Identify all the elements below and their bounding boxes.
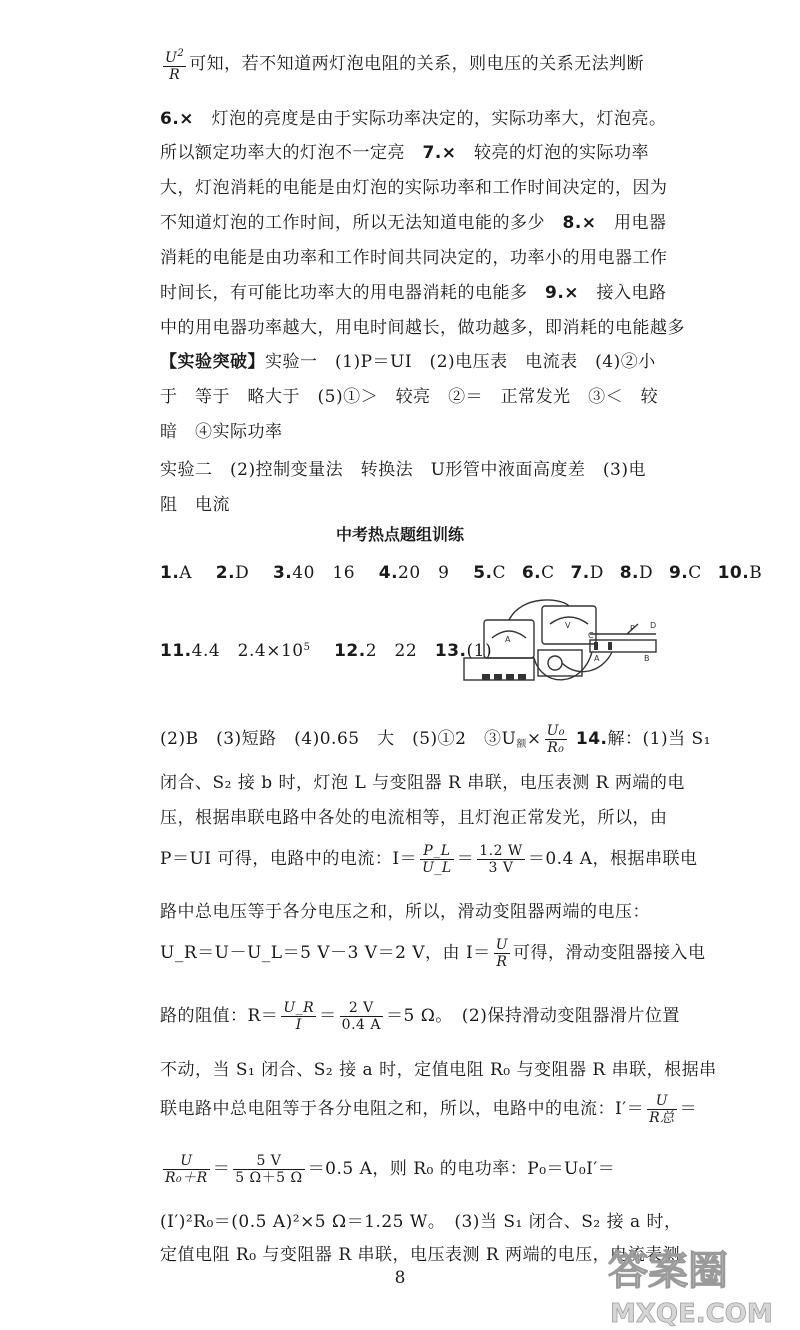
- wire: [562, 652, 612, 672]
- solution-line-4: [160, 843, 698, 876]
- fraction: $\frac{1.2 W}{3 V}$: [479, 843, 523, 876]
- fraction: $\frac{U}{R}$: [495, 937, 508, 970]
- fraction-u2-r: $\frac{U^2}{R}$: [165, 48, 185, 83]
- watermark-url: MXQE.COM: [610, 1299, 773, 1329]
- text-line-11: 暗 ④实际功率: [160, 422, 283, 442]
- item-number: 7.×: [422, 143, 457, 163]
- solution-line-7: 路的阻值：R＝ $\frac{U\_R}{I}$ ＝ $\frac{2 V}{0.4 A}$ ＝5 Ω。 (2)保持滑动变阻器滑片位置: [160, 1000, 680, 1033]
- answer-value: C: [541, 563, 555, 583]
- answer-value: D: [589, 563, 604, 583]
- text-line-13: 阻 电流: [160, 495, 230, 515]
- text-line-1: [160, 46, 660, 83]
- text-line-2: [160, 104, 667, 129]
- watermark-title: 答案圈: [608, 1248, 728, 1294]
- fraction: $\frac{2 V}{0.4 A}$: [341, 1000, 381, 1033]
- answer-value: 4.4 2.4×10: [191, 641, 304, 661]
- answer-value: 2 22: [365, 641, 418, 661]
- answer-value: (1): [466, 641, 493, 661]
- lamp: [548, 656, 562, 670]
- answer-value: D: [639, 563, 654, 583]
- page-number: 8: [394, 1268, 406, 1288]
- text-line-5: [160, 208, 667, 233]
- line-7a-text: 时间长，有可能比功率大的用电器消耗的电能多: [160, 283, 528, 303]
- solution-line-6: [160, 937, 706, 970]
- circuit-figure: [462, 598, 662, 693]
- text-line-4: 大，灯泡消耗的电能是由灯泡的实际功率和工作时间决定的，因为: [160, 178, 668, 198]
- line-5b-text: 用电器: [614, 213, 667, 233]
- text-line-3: [160, 138, 660, 163]
- text-line-12: 实验二 (2)控制变量法 转换法 U形管中液面高度差 (3)电: [160, 460, 646, 480]
- figure-label: V: [565, 621, 571, 630]
- answer-number: 5.: [473, 563, 493, 583]
- fraction: $\frac{U\_R}{I}$: [283, 1000, 315, 1033]
- equals: ＝: [679, 1099, 698, 1119]
- line-3b-text: 较亮的灯泡的实际功率: [474, 143, 650, 163]
- answer-number: 9.: [668, 563, 689, 583]
- solution-line-11: (I′)²R₀＝(0.5 A)²×5 Ω＝1.25 W。 (3)当 S₁ 闭合、S₂ 接 a 时，: [160, 1212, 682, 1232]
- solution-10b-text: ＝0.5 A，则 R₀ 的电功率：P₀＝U₀I′＝: [307, 1159, 616, 1179]
- solution-1a-text: (2)B (3)短路 (4)0.65 大 (5)①2 ③U: [160, 729, 517, 749]
- answer-number: 4.: [378, 563, 399, 583]
- text-line-6: 消耗的电能是由功率和工作时间共同决定的，功率小的用电器工作: [160, 248, 668, 268]
- solution-1b-text: 解：(1)当 S₁: [607, 729, 711, 749]
- text-line-7: [160, 278, 667, 303]
- answer-number: 8.: [619, 563, 639, 583]
- figure-label: A: [505, 635, 511, 644]
- solution-line-9: [160, 1093, 698, 1126]
- answer-number: 10.: [717, 563, 750, 583]
- text-line-10: 于 等于 略大于 (5)①＞ 较亮 ②＝ 正常发光 ③＜ 较: [160, 387, 659, 407]
- solution-line-1: (2)B (3)短路 (4)0.65 大 (5)①2 $③U_额\times$ $\frac{\text{U₀}}{\text{R₀}}$ 14.解：(1)当 S₁: [160, 723, 711, 756]
- answer-number: 6.: [521, 563, 542, 583]
- section-tag: 【实验突破】: [160, 352, 265, 372]
- line-9-text: 实验一 (1)P＝UI (2)电压表 电流表 (4)②小: [265, 352, 656, 372]
- fraction: $\frac{U}{\text{R总}}$: [649, 1093, 675, 1126]
- base-board: [538, 650, 582, 676]
- solution-7a-text: 路的阻值：R＝: [160, 1006, 279, 1026]
- item-number: 9.×: [545, 283, 580, 303]
- item-number: 6.×: [160, 109, 195, 129]
- answer-value: A: [179, 563, 193, 583]
- answer-value: D: [235, 563, 250, 583]
- wire: [509, 600, 569, 620]
- section-title: 中考热点题组训练: [335, 525, 464, 544]
- figure-label: D: [650, 621, 657, 630]
- watermark-logo: [600, 1232, 800, 1330]
- solution-line-3: 压，根据串联电路中各处的电流相等，且灯泡正常发光，所以，由: [160, 808, 668, 828]
- solution-6a-text: U_R＝U－U_L＝5 V－3 V＝2 V，由 I＝: [160, 943, 491, 963]
- line-2-text: 灯泡的亮度是由于实际功率决定的，实际功率大，灯泡亮。: [211, 109, 667, 129]
- solution-line-8: 不动，当 S₁ 闭合、S₂ 接 a 时，定值电阻 R₀ 与变阻器 R 串联，根据串: [160, 1060, 717, 1080]
- equals: ＝: [456, 849, 475, 869]
- figure-label: P: [630, 624, 635, 633]
- answer-number: 7.: [570, 563, 590, 583]
- fraction: $\frac{\text{U₀}}{\text{R₀}}$: [546, 723, 565, 756]
- item-number: 8.×: [562, 213, 597, 233]
- solution-6b-text: 可得，滑动变阻器接入电: [513, 943, 706, 963]
- solution-line-10: $\frac{U}{\text{R₀＋R}}$ ＝ $\frac{5 V}{5 \Omega+5 \Omega}$ ＝0.5 A，则 R₀ 的电功率：P₀＝U₀I′＝: [165, 1153, 616, 1186]
- text-line-9: [160, 347, 660, 372]
- line-3a-text: 所以额定功率大的灯泡不一定亮: [160, 143, 405, 163]
- solution-4b-text: ＝0.4 A，根据串联电: [527, 849, 698, 869]
- answer-value: 20 9: [398, 563, 450, 583]
- subscript: 额: [516, 739, 527, 750]
- answer-number: 11.: [160, 641, 192, 661]
- answer-number: 1.: [160, 563, 180, 583]
- line-5a-text: 不知道灯泡的工作时间，所以无法知道电能的多少: [160, 213, 545, 233]
- solution-7b-text: ＝5 Ω。 (2)保持滑动变阻器滑片位置: [385, 1006, 680, 1026]
- answer-value: 40 16: [292, 563, 356, 583]
- answer-number: 2.: [215, 563, 236, 583]
- text-line-8: 中的用电器功率越大，用电时间越长，做功越多，即消耗的电能越多: [160, 318, 685, 338]
- line-7b-text: 接入电路: [596, 283, 667, 303]
- line-1-text: 可知，若不知道两灯泡电阻的关系，则电压的关系无法判断: [189, 54, 645, 74]
- answers-row-2: [160, 636, 493, 661]
- solution-9a-text: 联电路中总电阻等于各分电阻之和，所以，电路中的电流：I′＝: [160, 1099, 645, 1119]
- figure-label: A: [594, 654, 600, 663]
- fraction: $\frac{5 V}{5 \Omega+5 \Omega}$: [235, 1153, 303, 1186]
- figure-label: C: [588, 631, 594, 640]
- answer-number: 13.: [434, 641, 467, 661]
- solution-line-12: 定值电阻 R₀ 与变阻器 R 串联，电压表测 R 两端的电压，电流表测: [160, 1245, 681, 1265]
- figure-label: B: [644, 654, 650, 663]
- solution-line-2: 闭合、S₂ 接 b 时，灯泡 L 与变阻器 R 串联，电压表测 R 两端的电: [160, 773, 685, 793]
- answer-value: B: [749, 563, 763, 583]
- answer-number: 3.: [272, 563, 293, 583]
- item-number: 14.: [575, 729, 608, 749]
- fraction: $\frac{P\_L}{U\_L}$: [422, 843, 452, 876]
- exponent: 5: [303, 642, 311, 653]
- answer-value: C: [688, 563, 702, 583]
- answers-row-1: [160, 558, 763, 583]
- solution-line-5: 路中总电压等于各分电压之和，所以，滑动变阻器两端的电压：: [160, 902, 650, 922]
- answer-number: 12.: [334, 641, 366, 661]
- rheostat: [590, 640, 656, 652]
- answer-value: C: [492, 563, 507, 583]
- fraction: $\frac{U}{\text{R₀＋R}}$: [165, 1153, 208, 1186]
- solution-4a-text: P＝UI 可得，电路中的电流：I＝: [160, 849, 418, 869]
